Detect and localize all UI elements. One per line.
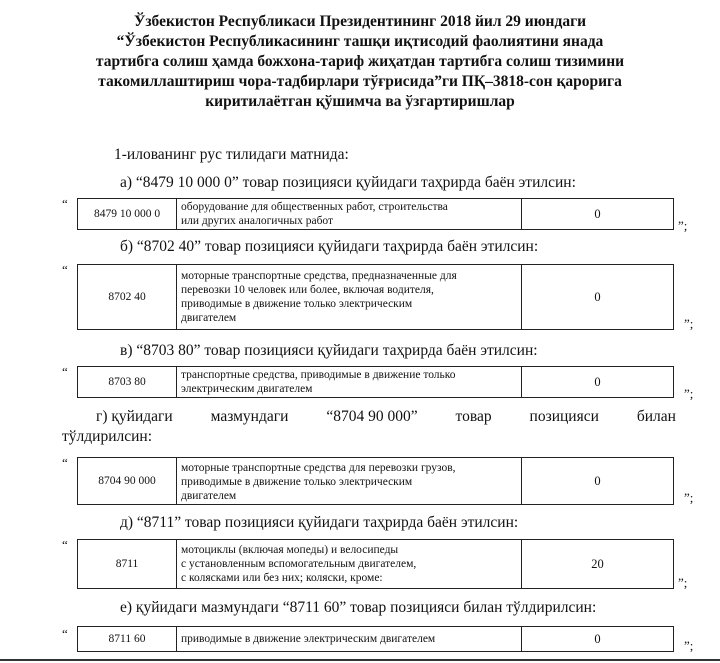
quote-close: ”; bbox=[678, 218, 688, 233]
quote-close: ”; bbox=[684, 316, 694, 331]
quote-close: ”; bbox=[684, 490, 694, 505]
tariff-rate: 20 bbox=[591, 557, 604, 571]
section-heading-a: а) “8479 10 000 0” товар позицияси қуйидаги таҳрирда баён этилсин: bbox=[120, 174, 576, 191]
tariff-description: моторные транспортные средства для перевозки грузов, приводимые в движение только электрическим двигателем bbox=[177, 458, 522, 504]
section-heading-e: е) қуйидаги мазмундаги “8711 60” товар позицияси билан тўлдирилсин: bbox=[120, 599, 597, 616]
quote-open: “ bbox=[62, 364, 68, 379]
tariff-rate: 0 bbox=[594, 632, 601, 646]
title-line: киритилаётган қўшимча ва ўзгартиришлар bbox=[205, 93, 515, 110]
tariff-description: приводимые в движение электрическим двигателем bbox=[177, 627, 522, 651]
quote-open: “ bbox=[62, 196, 68, 211]
title-line: такомиллаштириш чора-тадбирлари тўғрисида”ги ПҚ–3818-сон қарорига bbox=[98, 73, 622, 90]
section-heading-g-line2: тўлдирилсин: bbox=[62, 428, 152, 445]
tariff-description: оборудование для общественных работ, строительства или других аналогичных работ bbox=[177, 199, 522, 229]
quote-close: ”; bbox=[684, 386, 694, 401]
tariff-code: 8711 60 bbox=[78, 627, 177, 651]
table-row bbox=[77, 539, 674, 589]
section-heading-d: д) “8711” товар позицияси қуйидаги таҳрирда баён этилсин: bbox=[120, 514, 519, 531]
table-row bbox=[77, 366, 674, 398]
tariff-rate: 0 bbox=[594, 207, 601, 221]
tariff-rate: 0 bbox=[594, 375, 601, 389]
page-edge-divider bbox=[0, 659, 720, 661]
tariff-code: 8704 90 000 bbox=[78, 458, 177, 504]
tariff-description: мотоциклы (включая мопеды) и велосипеды с установленным вспомогательным двигателем, с колясками или без них; коляски, кроме: bbox=[177, 540, 522, 588]
tariff-rate: 0 bbox=[594, 474, 601, 488]
section-heading-b: б) “8702 40” товар позицияси қуйидаги таҳрирда баён этилсин: bbox=[120, 238, 539, 255]
table-row bbox=[77, 457, 674, 505]
section-heading-v: в) “8703 80” товар позицияси қуйидаги таҳрирда баён этилсин: bbox=[120, 342, 538, 359]
quote-open: “ bbox=[62, 626, 68, 641]
table-row bbox=[77, 626, 674, 652]
tariff-code: 8703 80 bbox=[78, 367, 177, 397]
quote-open: “ bbox=[62, 537, 68, 552]
intro-text: 1-илованинг рус тилидаги матнида: bbox=[114, 146, 349, 163]
tariff-rate: 0 bbox=[594, 290, 601, 304]
tariff-code: 8711 bbox=[78, 540, 177, 588]
quote-close: ”; bbox=[678, 575, 688, 590]
tariff-description: транспортные средства, приводимые в движение только электрическим двигателем bbox=[177, 367, 522, 397]
section-heading-g: г) қуйидаги мазмундаги “8704 90 000” товар позицияси билан bbox=[96, 408, 676, 425]
title-line: тартибга солиш ҳамда божхона-тариф жиҳатдан тартибга солиш тизимини bbox=[95, 53, 625, 70]
quote-close: ”; bbox=[684, 638, 694, 653]
tariff-description: моторные транспортные средства, предназначенные для перевозки 10 человек или более, включая водителя, приводимые в движение только электрическим двигателем bbox=[177, 265, 522, 329]
table-row bbox=[77, 198, 674, 230]
quote-open: “ bbox=[62, 262, 68, 277]
tariff-code: 8702 40 bbox=[78, 265, 177, 329]
document-title bbox=[40, 12, 680, 112]
title-line: Ўзбекистон Республикаси Президентининг 2018 йил 29 июндаги bbox=[133, 13, 587, 30]
quote-open: “ bbox=[62, 455, 68, 470]
title-line: “Ўзбекистон Республикасининг ташқи иқтисодий фаолиятини янада bbox=[116, 33, 604, 50]
table-row bbox=[77, 264, 674, 330]
tariff-code: 8479 10 000 0 bbox=[78, 199, 177, 229]
